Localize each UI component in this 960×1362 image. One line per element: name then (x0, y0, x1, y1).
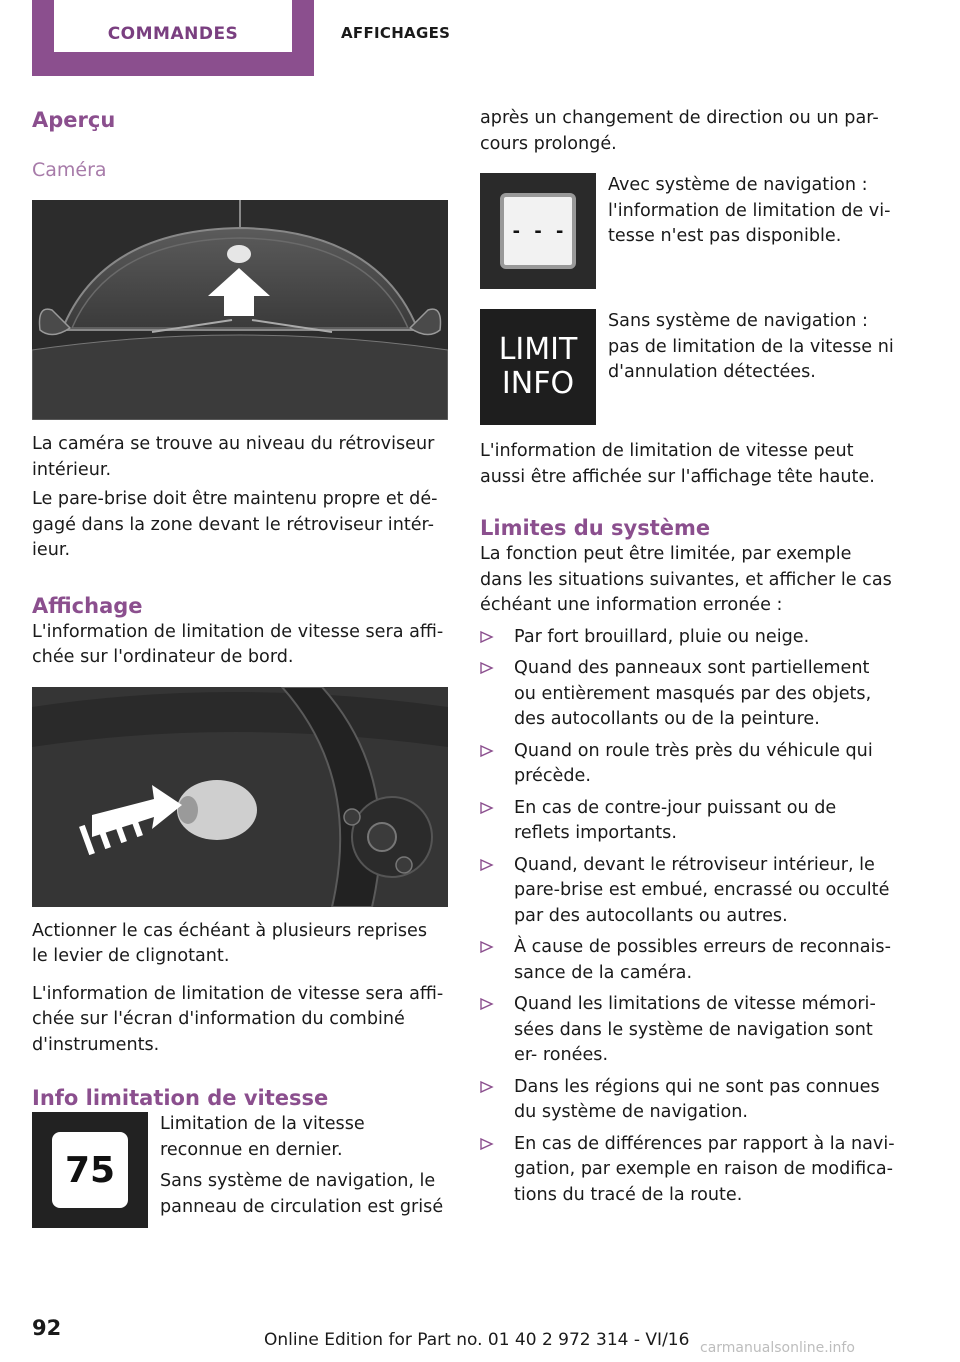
speed-sign-75-block (32, 1112, 448, 1228)
bullet-triangle-icon (480, 940, 494, 954)
heading-apercu: Aperçu (32, 108, 116, 132)
heading-camera: Caméra (32, 159, 107, 181)
windshield-camera-illustration (32, 200, 448, 420)
bullet-triangle-icon (480, 1080, 494, 1094)
heading-limites-systeme: Limites du système (480, 516, 711, 540)
list-item (480, 935, 896, 986)
bullet-triangle-icon (480, 661, 494, 675)
affichage-paragraph-1: L'information de limitation de vitesse sera affi- chée sur l'ordinateur de bord. (32, 621, 444, 667)
limit-info-sign-block (480, 309, 896, 425)
right-column (480, 106, 896, 1208)
camera-paragraph-1: La caméra se trouve au niveau du rétroviseur intérieur. (32, 434, 435, 480)
list-item-text: Par fort brouillard, pluie ou neige. (514, 626, 810, 647)
limit-info-text (608, 309, 896, 425)
list-item (480, 853, 896, 930)
speed-limit-value: 75 (64, 1149, 116, 1191)
edition-footer: Online Edition for Part no. 01 40 2 972 314 - VI/16 (264, 1330, 690, 1350)
dashes-paragraph: Avec système de navigation : l'information de limitation de vi- tesse n'est pas disponible. (608, 175, 891, 246)
list-item-text: Quand on roule très près du véhicule qui précède. (514, 740, 873, 786)
list-item (480, 1132, 896, 1209)
hud-paragraph: L'information de limitation de vitesse peut aussi être affichée sur l'affichage tête haute. (480, 441, 875, 487)
speed-sign-75-text (160, 1112, 448, 1228)
turn-signal-lever-svg (32, 687, 448, 907)
speed-limit-sign-75 (32, 1112, 148, 1228)
affichage-paragraph-3: L'information de limitation de vitesse sera affi- chée sur l'écran d'information du combiné d'instruments. (32, 983, 444, 1055)
chapter-tab-label: COMMANDES (54, 0, 292, 52)
no-info-sign-face (500, 193, 576, 269)
info-paragraph-1: Limitation de la vitesse reconnue en dernier. (160, 1114, 365, 1160)
limit-info-line-1: LIMIT (498, 332, 578, 367)
list-item-text: À cause de possibles erreurs de reconnais- sance de la caméra. (514, 937, 891, 983)
continued-paragraph: après un changement de direction ou un par- cours prolongé. (480, 108, 879, 154)
list-item (480, 656, 896, 733)
turn-signal-lever-illustration (32, 687, 448, 907)
speed-limit-sign-75-face (52, 1132, 128, 1208)
info-paragraph-2: Sans système de navigation, le panneau de circulation est grisé (160, 1171, 444, 1217)
list-item (480, 1075, 896, 1126)
limit-info-sign (480, 309, 596, 425)
list-item-text: Quand des panneaux sont partiellement ou entièrement masqués par des objets, des autocollants ou de la peinture. (514, 658, 872, 729)
limit-info-line-2: INFO (501, 366, 575, 401)
affichage-paragraph-2: Actionner le cas échéant à plusieurs reprises le levier de clignotant. (32, 920, 428, 966)
windshield-camera-svg (32, 200, 448, 420)
no-info-sign (480, 173, 596, 289)
bullet-triangle-icon (480, 997, 494, 1011)
heading-affichage: Affichage (32, 593, 143, 618)
list-item (480, 796, 896, 847)
limites-paragraph: La fonction peut être limitée, par exemple dans les situations suivantes, et afficher le cas échéant une information erronée : (480, 544, 892, 615)
list-item-text: Quand, devant le rétroviseur intérieur, le pare-brise est embué, encrassé ou occulté par des autocollants ou autres. (514, 854, 890, 926)
chapter-tab-commandes (32, 0, 314, 76)
bullet-triangle-icon (480, 858, 494, 872)
no-info-dashes: - - - (510, 220, 566, 242)
no-info-text (608, 173, 896, 289)
list-item-text: Dans les régions qui ne sont pas connues du système de navigation. (514, 1076, 880, 1122)
limit-paragraph: Sans système de navigation : pas de limitation de la vitesse ni d'annulation détectées. (608, 311, 894, 382)
list-item (480, 625, 896, 651)
bullet-triangle-icon (480, 744, 494, 758)
camera-paragraph-2: Le pare-brise doit être maintenu propre et dé- gagé dans la zone devant le rétroviseur intér- ieur. (32, 489, 438, 560)
list-item-text: Quand les limitations de vitesse mémori- sées dans le système de navigation sont er- ronées. (514, 994, 876, 1065)
list-item (480, 992, 896, 1069)
bullet-triangle-icon (480, 1137, 494, 1151)
bullet-triangle-icon (480, 801, 494, 815)
list-item-text: En cas de contre-jour puissant ou de reflets importants. (514, 797, 837, 843)
left-column (32, 106, 448, 1228)
limitations-list (480, 625, 896, 1209)
list-item-text: En cas de différences par rapport à la navi- gation, par exemple en raison de modifica- tions du tracé de la route. (514, 1133, 895, 1205)
bullet-triangle-icon (480, 630, 494, 644)
heading-info-limitation: Info limitation de vitesse (32, 1086, 329, 1110)
page-number: 92 (32, 1316, 62, 1340)
list-item (480, 739, 896, 790)
watermark: carmanualsonline.info (700, 1340, 855, 1356)
section-tab-affichages: AFFICHAGES (341, 24, 451, 42)
no-info-sign-block (480, 173, 896, 289)
